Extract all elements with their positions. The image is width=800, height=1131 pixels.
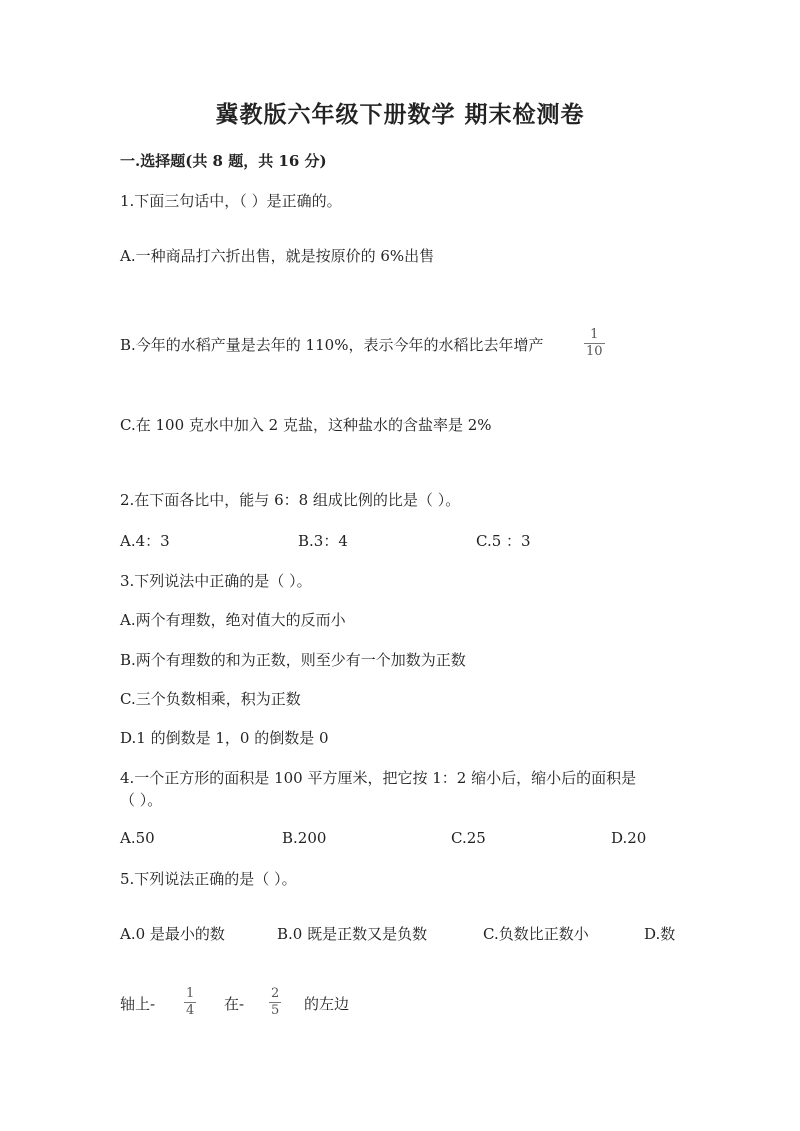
question-5-option-d-continued: 轴上- — [120, 995, 156, 1013]
question-2-option-b: B.3：4 — [298, 532, 348, 550]
question-4-stem-line-2: （ ）。 — [120, 791, 163, 809]
question-4-option-b: B.200 — [282, 829, 327, 847]
question-1-stem: 1.下面三句话中，（ ）是正确的。 — [120, 192, 342, 210]
question-1-option-c: C.在 100 克水中加入 2 克盐，这种盐水的含盐率是 2% — [120, 416, 492, 434]
fraction-denominator: 4 — [186, 1003, 195, 1018]
question-4-option-d: D.20 — [611, 829, 647, 847]
question-5-option-c: C.负数比正数小 — [483, 925, 589, 943]
question-3-stem: 3.下列说法中正确的是（ ）。 — [120, 572, 312, 590]
question-4-stem-line-1: 4.一个正方形的面积是 100 平方厘米，把它按 1：2 缩小后，缩小后的面积是 — [120, 769, 637, 787]
fraction-numerator: 1 — [186, 986, 195, 1001]
question-2-stem: 2.在下面各比中，能与 6：8 组成比例的比是（ ）。 — [120, 491, 461, 509]
question-5-stem: 5.下列说法正确的是（ ）。 — [120, 870, 297, 888]
question-4-option-a: A.50 — [120, 829, 155, 847]
question-1-option-b-fraction — [584, 327, 605, 360]
question-5-text-in: 在- — [224, 995, 245, 1013]
question-5-option-a: A.0 是最小的数 — [120, 925, 225, 943]
question-5-fraction-2 — [269, 986, 281, 1019]
question-1-option-a: A.一种商品打六折出售，就是按原价的 6%出售 — [120, 247, 435, 265]
question-5-fraction-1 — [184, 986, 196, 1019]
fraction-numerator: 1 — [590, 327, 599, 342]
question-1-option-b: B.今年的水稻产量是去年的 110%，表示今年的水稻比去年增产 — [120, 336, 544, 354]
fraction-numerator: 2 — [271, 986, 280, 1001]
question-5-option-d: D.数 — [644, 925, 676, 943]
question-5-text-left-of: 的左边 — [304, 995, 350, 1013]
fraction-denominator: 10 — [586, 344, 603, 359]
question-3-option-a: A.两个有理数，绝对值大的反而小 — [120, 611, 346, 629]
question-2-option-a: A.4：3 — [120, 532, 170, 550]
page-title: 冀教版六年级下册数学 期末检测卷 — [215, 101, 585, 128]
question-4-option-c: C.25 — [451, 829, 486, 847]
section-heading: 一.选择题(共 8 题，共 16 分) — [120, 152, 327, 170]
question-2-option-c: C.5 ：3 — [476, 532, 531, 550]
fraction-denominator: 5 — [271, 1003, 280, 1018]
question-3-option-d: D.1 的倒数是 1，0 的倒数是 0 — [120, 729, 329, 747]
question-5-option-b: B.0 既是正数又是负数 — [277, 925, 428, 943]
question-3-option-c: C.三个负数相乘，积为正数 — [120, 690, 301, 708]
question-3-option-b: B.两个有理数的和为正数，则至少有一个加数为正数 — [120, 651, 466, 669]
